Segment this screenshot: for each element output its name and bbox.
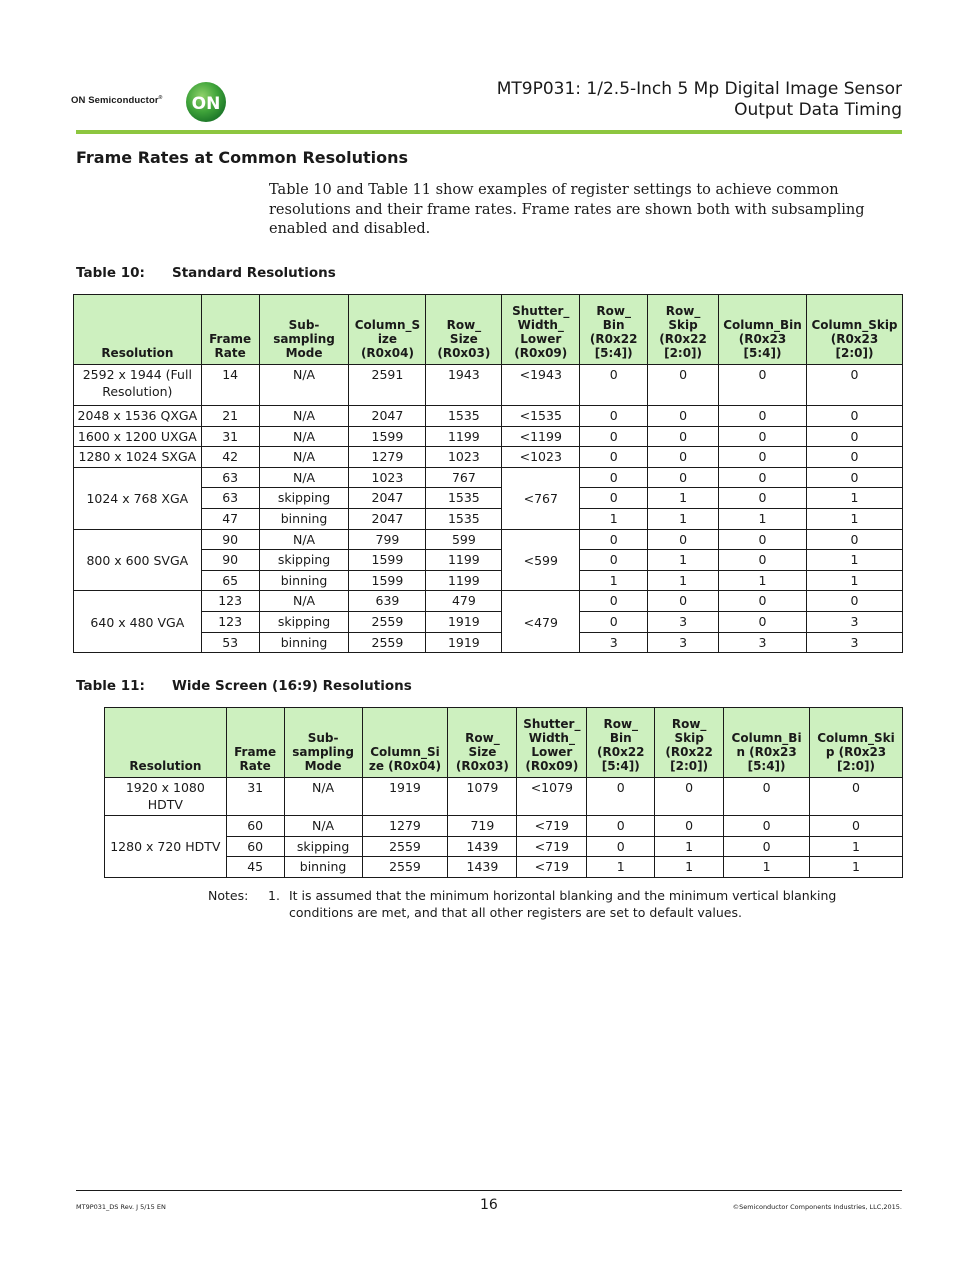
cell: 0 <box>719 488 807 509</box>
cell: 0 <box>648 406 719 427</box>
cell: 799 <box>349 529 426 550</box>
cell: 1079 <box>448 778 517 816</box>
cell: 0 <box>724 778 810 816</box>
cell: <1535 <box>502 406 580 427</box>
cell: 0 <box>719 426 807 447</box>
cell: <599 <box>502 529 580 591</box>
cell: N/A <box>259 467 349 488</box>
cell: 0 <box>806 406 902 427</box>
cell: 0 <box>580 591 648 612</box>
cell: 599 <box>426 529 502 550</box>
cell: 1 <box>655 857 724 878</box>
cell: 640 x 480 VGA <box>74 591 202 653</box>
cell: 0 <box>580 611 648 632</box>
standard-resolutions-table <box>73 294 903 653</box>
cell: <1079 <box>517 778 587 816</box>
cell: 1 <box>587 857 655 878</box>
cell: 3 <box>648 611 719 632</box>
header-rule <box>76 130 902 134</box>
col-header: Column_S ize (R0x04) <box>349 295 426 365</box>
cell: 0 <box>719 550 807 571</box>
footer-rule <box>76 1190 902 1191</box>
table-row <box>74 467 903 488</box>
cell: skipping <box>259 550 349 571</box>
cell: 0 <box>806 426 902 447</box>
cell: 1199 <box>426 550 502 571</box>
cell: 1 <box>806 550 902 571</box>
cell: 0 <box>648 529 719 550</box>
note-number: 1. <box>268 888 280 903</box>
cell: skipping <box>259 611 349 632</box>
cell: 2559 <box>362 836 448 857</box>
table-header-row <box>74 295 903 365</box>
cell: 0 <box>580 426 648 447</box>
col-header: Column_Bi n (R0x23 [5:4]) <box>724 708 810 778</box>
cell: 0 <box>587 816 655 837</box>
cell: 1439 <box>448 857 517 878</box>
cell: 0 <box>587 836 655 857</box>
cell: 1919 <box>362 778 448 816</box>
cell: 123 <box>201 591 259 612</box>
cell: 2559 <box>349 632 426 653</box>
cell: 1 <box>648 570 719 591</box>
table-row <box>74 406 903 427</box>
cell: 0 <box>724 816 810 837</box>
page-number: 16 <box>480 1197 498 1213</box>
cell: 1 <box>724 857 810 878</box>
cell: N/A <box>259 365 349 406</box>
document-title: MT9P031: 1/2.5-Inch 5 Mp Digital Image Sensor Output Data Timing <box>496 79 902 120</box>
cell: <1023 <box>502 447 580 468</box>
cell: 90 <box>201 550 259 571</box>
cell: 123 <box>201 611 259 632</box>
cell: 0 <box>580 467 648 488</box>
cell: 800 x 600 SVGA <box>74 529 202 591</box>
col-header: Frame Rate <box>201 295 259 365</box>
cell: 3 <box>806 611 902 632</box>
cell: 1439 <box>448 836 517 857</box>
cell: 1599 <box>349 570 426 591</box>
cell: 3 <box>806 632 902 653</box>
cell: 2592 x 1944 (Full Resolution) <box>74 365 202 406</box>
cell: 1920 x 1080 HDTV <box>105 778 227 816</box>
cell: 1199 <box>426 570 502 591</box>
cell: 63 <box>201 467 259 488</box>
table-row <box>105 778 903 816</box>
table-row <box>74 365 903 406</box>
table-row <box>74 447 903 468</box>
cell: binning <box>259 508 349 529</box>
cell: 1 <box>580 570 648 591</box>
cell: 14 <box>201 365 259 406</box>
cell: 42 <box>201 447 259 468</box>
cell: 2048 x 1536 QXGA <box>74 406 202 427</box>
cell: N/A <box>284 816 362 837</box>
cell: 31 <box>201 426 259 447</box>
cell: 1 <box>810 836 903 857</box>
note-text: It is assumed that the minimum horizontal blanking and the minimum vertical blanking conditions are met, and that all other registers are set to default values. <box>289 888 837 920</box>
footer-copyright: ©Semiconductor Components Industries, LLC,2015. <box>732 1203 902 1211</box>
cell: 60 <box>226 836 284 857</box>
cell: 31 <box>226 778 284 816</box>
cell: 1280 x 720 HDTV <box>105 816 227 878</box>
cell: 479 <box>426 591 502 612</box>
col-header: Frame Rate <box>226 708 284 778</box>
cell: <1199 <box>502 426 580 447</box>
cell: 1535 <box>426 406 502 427</box>
cell: 0 <box>806 467 902 488</box>
cell: <479 <box>502 591 580 653</box>
cell: 639 <box>349 591 426 612</box>
cell: 0 <box>806 529 902 550</box>
cell: N/A <box>259 591 349 612</box>
on-semiconductor-logo <box>185 81 227 123</box>
cell: <1943 <box>502 365 580 406</box>
cell: 0 <box>719 591 807 612</box>
cell: 1599 <box>349 426 426 447</box>
cell: <719 <box>517 816 587 837</box>
col-header: Column_Ski p (R0x23 [2:0]) <box>810 708 903 778</box>
table-row <box>74 426 903 447</box>
cell: 0 <box>580 406 648 427</box>
cell: 0 <box>648 365 719 406</box>
cell: 0 <box>719 447 807 468</box>
col-header: Sub- sampling Mode <box>284 708 362 778</box>
cell: N/A <box>284 778 362 816</box>
footer-doc-id: MT9P031_DS Rev. J 5/15 EN <box>76 1203 166 1211</box>
cell: 767 <box>426 467 502 488</box>
wide-screen-resolutions-table <box>104 707 903 878</box>
cell: 1 <box>806 570 902 591</box>
cell: 1 <box>648 550 719 571</box>
cell: 0 <box>719 406 807 427</box>
cell: 3 <box>719 632 807 653</box>
col-header: Column_Si ze (R0x04) <box>362 708 448 778</box>
cell: 0 <box>806 365 902 406</box>
cell: 1 <box>806 488 902 509</box>
cell: 0 <box>580 550 648 571</box>
table-header-row <box>105 708 903 778</box>
cell: 0 <box>719 529 807 550</box>
cell: N/A <box>259 406 349 427</box>
section-heading: Frame Rates at Common Resolutions <box>76 148 409 167</box>
col-header: Row_ Size (R0x03) <box>448 708 517 778</box>
cell: 47 <box>201 508 259 529</box>
col-header: Row_ Size (R0x03) <box>426 295 502 365</box>
cell: skipping <box>284 836 362 857</box>
cell: 1279 <box>362 816 448 837</box>
cell: 1 <box>655 836 724 857</box>
cell: skipping <box>259 488 349 509</box>
cell: N/A <box>259 529 349 550</box>
cell: 0 <box>806 591 902 612</box>
cell: 1535 <box>426 488 502 509</box>
col-header: Row_ Skip (R0x22 [2:0]) <box>655 708 724 778</box>
cell: 21 <box>201 406 259 427</box>
cell: 0 <box>806 447 902 468</box>
cell: 1 <box>719 570 807 591</box>
cell: 719 <box>448 816 517 837</box>
cell: 2047 <box>349 488 426 509</box>
cell: 1023 <box>349 467 426 488</box>
cell: 1 <box>648 488 719 509</box>
notes-label: Notes: <box>208 888 249 903</box>
col-header: Shutter_ Width_ Lower (R0x09) <box>517 708 587 778</box>
company-name: ON Semiconductor® <box>71 95 163 107</box>
cell: 1 <box>580 508 648 529</box>
cell: 1943 <box>426 365 502 406</box>
cell: 0 <box>648 591 719 612</box>
table-row <box>74 529 903 550</box>
cell: binning <box>259 632 349 653</box>
cell: 0 <box>580 365 648 406</box>
col-header: Row_ Bin (R0x22 [5:4]) <box>587 708 655 778</box>
cell: N/A <box>259 447 349 468</box>
cell: binning <box>259 570 349 591</box>
col-header: Row_ Bin (R0x22 [5:4]) <box>580 295 648 365</box>
cell: <719 <box>517 857 587 878</box>
cell: 1600 x 1200 UXGA <box>74 426 202 447</box>
cell: 1279 <box>349 447 426 468</box>
cell: 0 <box>580 447 648 468</box>
cell: 1 <box>648 508 719 529</box>
cell: 1599 <box>349 550 426 571</box>
cell: 0 <box>580 529 648 550</box>
cell: 45 <box>226 857 284 878</box>
cell: 1 <box>806 508 902 529</box>
cell: 60 <box>226 816 284 837</box>
intro-paragraph: Table 10 and Table 11 show examples of register settings to achieve common resolutions and their frame rates. Frame rates are shown both with subsampling enabled and disabled. <box>269 182 865 237</box>
cell: 1 <box>719 508 807 529</box>
cell: 0 <box>724 836 810 857</box>
col-header: Resolution <box>105 708 227 778</box>
col-header: Column_Skip (R0x23 [2:0]) <box>806 295 902 365</box>
svg-text:ON: ON <box>191 94 221 114</box>
cell: 53 <box>201 632 259 653</box>
col-header: Row_ Skip (R0x22 [2:0]) <box>648 295 719 365</box>
table11-caption: Table 11: Wide Screen (16:9) Resolutions <box>76 678 412 694</box>
cell: 0 <box>810 778 903 816</box>
cell: 0 <box>587 778 655 816</box>
cell: 1199 <box>426 426 502 447</box>
cell: 1 <box>810 857 903 878</box>
cell: binning <box>284 857 362 878</box>
cell: <767 <box>502 467 580 529</box>
cell: 65 <box>201 570 259 591</box>
cell: 1919 <box>426 632 502 653</box>
col-header: Resolution <box>74 295 202 365</box>
cell: 3 <box>648 632 719 653</box>
col-header: Shutter_ Width_ Lower (R0x09) <box>502 295 580 365</box>
cell: 1024 x 768 XGA <box>74 467 202 529</box>
cell: 1280 x 1024 SXGA <box>74 447 202 468</box>
cell: 3 <box>580 632 648 653</box>
cell: 0 <box>719 365 807 406</box>
cell: 0 <box>648 447 719 468</box>
cell: 1535 <box>426 508 502 529</box>
col-header: Sub- sampling Mode <box>259 295 349 365</box>
cell: 0 <box>648 467 719 488</box>
cell: 0 <box>655 816 724 837</box>
table-row <box>105 816 903 837</box>
cell: 0 <box>719 467 807 488</box>
cell: N/A <box>259 426 349 447</box>
cell: 2559 <box>349 611 426 632</box>
cell: 63 <box>201 488 259 509</box>
cell: <719 <box>517 836 587 857</box>
cell: 2591 <box>349 365 426 406</box>
cell: 1023 <box>426 447 502 468</box>
cell: 2047 <box>349 406 426 427</box>
col-header: Column_Bin (R0x23 [5:4]) <box>719 295 807 365</box>
table10-caption: Table 10: Standard Resolutions <box>76 265 336 281</box>
cell: 0 <box>719 611 807 632</box>
cell: 90 <box>201 529 259 550</box>
cell: 2047 <box>349 508 426 529</box>
cell: 1919 <box>426 611 502 632</box>
cell: 0 <box>648 426 719 447</box>
cell: 2559 <box>362 857 448 878</box>
table-row <box>74 591 903 612</box>
cell: 0 <box>655 778 724 816</box>
cell: 0 <box>810 816 903 837</box>
cell: 0 <box>580 488 648 509</box>
